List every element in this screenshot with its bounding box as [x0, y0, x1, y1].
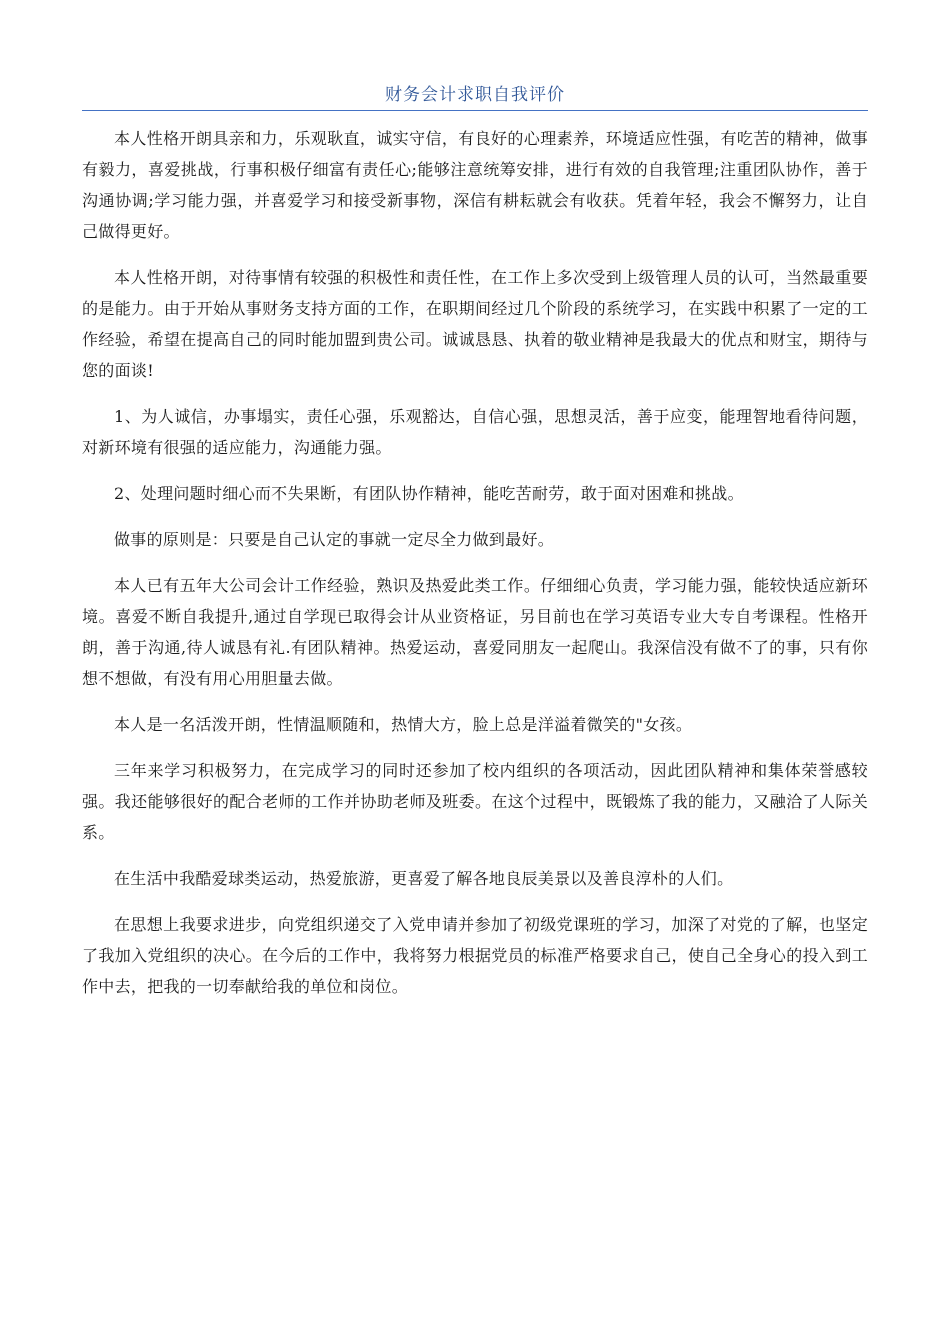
paragraph-hobbies: 在生活中我酷爱球类运动，热爱旅游，更喜爱了解各地良辰美景以及善良淳朴的人们。 [114, 869, 734, 888]
paragraph-study: 三年来学习积极努力，在完成学习的同时还参加了校内组织的各项活动，因此团队精神和集体荣誉感较强。我还能够很好的配合老师的工作并协助老师及班委。在这个过程中，既锻炼了我的能力，又融洽了人际关系。 [82, 761, 868, 842]
paragraph-character: 本人是一名活泼开朗，性情温顺随和，热情大方，脸上总是洋溢着微笑的"女孩。 [114, 715, 693, 734]
document-title: 财务会计求职自我评价 [385, 85, 565, 105]
paragraph-point-1: 1、为人诚信，办事塌实，责任心强，乐观豁达，自信心强，思想灵活，善于应变，能理智地看待问题，对新环境有很强的适应能力，沟通能力强。 [82, 407, 868, 457]
paragraph-point-2: 2、处理问题时细心而不失果断，有团队协作精神，能吃苦耐劳，敢于面对困难和挑战。 [114, 484, 744, 503]
paragraph-personality-1: 本人性格开朗具亲和力，乐观耿直，诚实守信，有良好的心理素养，环境适应性强，有吃苦的精神，做事有毅力，喜爱挑战，行事积极仔细富有责任心;能够注意统筹安排，进行有效的自我管理;注重团队协作，善于沟通协调;学习能力强，并喜爱学习和接受新事物，深信有耕耘就会有收获。凭着年轻，我会不懈努力，让自己做得更好。 [82, 129, 868, 241]
document-header [82, 80, 868, 111]
paragraph-ideology: 在思想上我要求进步，向党组织递交了入党申请并参加了初级党课班的学习，加深了对党的了解，也坚定了我加入党组织的决心。在今后的工作中，我将努力根据党员的标准严格要求自己，使自己全身心的投入到工作中去，把我的一切奉献给我的单位和岗位。 [82, 915, 868, 996]
paragraph-experience: 本人已有五年大公司会计工作经验，熟识及热爱此类工作。仔细细心负责，学习能力强，能较快适应新环境。喜爱不断自我提升,通过自学现已取得会计从业资格证，另目前也在学习英语专业大专自考课程。性格开朗，善于沟通,待人诚恳有礼.有团队精神。热爱运动，喜爱同朋友一起爬山。我深信没有做不了的事，只有你想不想做，有没有用心用胆量去做。 [82, 576, 868, 688]
paragraph-principle: 做事的原则是：只要是自己认定的事就一定尽全力做到最好。 [114, 530, 555, 549]
paragraph-personality-2: 本人性格开朗，对待事情有较强的积极性和责任性，在工作上多次受到上级管理人员的认可，当然最重要的是能力。由于开始从事财务支持方面的工作，在职期间经过几个阶段的系统学习，在实践中积累了一定的工作经验，希望在提高自己的同时能加盟到贵公司。诚诚恳恳、执着的敬业精神是我最大的优点和财宝，期待与您的面谈! [82, 268, 868, 380]
document-body [82, 123, 868, 1017]
